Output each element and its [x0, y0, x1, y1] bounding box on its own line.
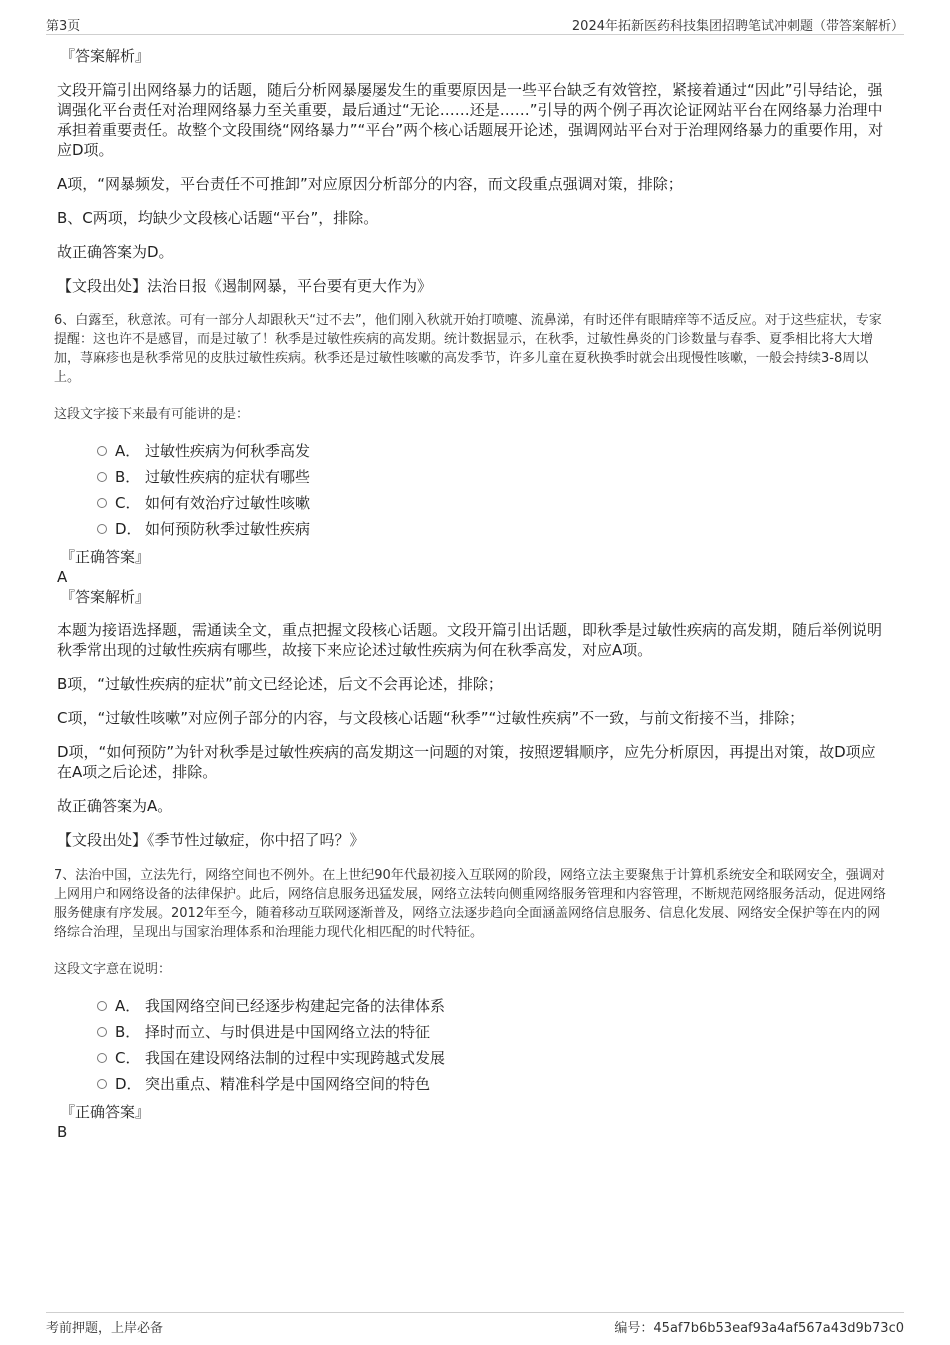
analysis-item-bc: B、C两项，均缺少文段核心话题“平台”，排除。 [57, 209, 379, 227]
radio-icon[interactable] [97, 524, 107, 534]
analysis-label: 『答案解析』 [60, 588, 151, 606]
radio-icon[interactable] [97, 1027, 107, 1037]
option-a[interactable]: A． 我国网络空间已经逐步构建起完备的法律体系 [57, 993, 888, 1019]
question-7-prompt: 这段文字意在说明： [54, 962, 172, 977]
source-citation: 【文段出处】法治日报《遏制网暴，平台要有更大作为》 [57, 277, 433, 295]
analysis-item-b: B项，“过敏性疾病的症状”前文已经论述，后文不会再论述，排除； [57, 675, 503, 693]
page-header [46, 12, 904, 35]
option-d[interactable]: D． 如何预防秋季过敏性疾病 [57, 516, 888, 542]
option-d[interactable]: D． 突出重点、精准科学是中国网络空间的特色 [57, 1071, 888, 1097]
option-c[interactable]: C． 如何有效治疗过敏性咳嗽 [57, 490, 888, 516]
option-b[interactable]: B． 择时而立、与时俱进是中国网络立法的特征 [57, 1019, 888, 1045]
option-c[interactable]: C． 我国在建设网络法制的过程中实现跨越式发展 [57, 1045, 888, 1071]
footer-slogan: 考前押题，上岸必备 [46, 1321, 164, 1336]
page-number: 第3页 [46, 19, 81, 34]
question-6-text: 6、白露至，秋意浓。可有一部分人却跟秋天“过不去”，他们刚入秋就开始打喷嚏、流鼻涕，有时还伴有眼睛痒等不适反应。对于这些症状，专家提醒：这也许不是感冒，而是过敏了！秋季是过敏性疾病的高发期。统计数据显示，在秋季，过敏性鼻炎的门诊数量与春季、夏季相比将大大增加，荨麻疹也是秋季常见的皮肤过敏性疾病。秋季还是过敏性咳嗽的高发季节，许多儿童在夏秋换季时就会出现慢性咳嗽，一般会持续3-8周以上。 [54, 313, 882, 385]
analysis-item-d: D项，“如何预防”为针对秋季是过敏性疾病的高发期这一问题的对策，按照逻辑顺序，应先分析原因，再提出对策，故D项应在A项之后论述，排除。 [57, 743, 876, 781]
analysis-conclusion: 故正确答案为D。 [57, 243, 174, 261]
analysis-conclusion: 故正确答案为A。 [57, 797, 173, 815]
question-6-options [57, 438, 888, 542]
analysis-item-c: C项，“过敏性咳嗽”对应例子部分的内容，与文段核心话题“秋季”“过敏性疾病”不一致，与前文衔接不当，排除； [57, 709, 805, 727]
correct-answer: B [57, 1123, 68, 1141]
radio-icon[interactable] [97, 446, 107, 456]
radio-icon[interactable] [97, 498, 107, 508]
correct-answer: A [57, 568, 68, 586]
option-a[interactable]: A． 过敏性疾病为何秋季高发 [57, 438, 888, 464]
document-serial: 编号：45af7b6b53eaf93a4af567a43d9b73c0 [614, 1321, 904, 1336]
page-footer [46, 1312, 904, 1339]
correct-answer-label: 『正确答案』 [60, 1103, 151, 1121]
option-b[interactable]: B． 过敏性疾病的症状有哪些 [57, 464, 888, 490]
radio-icon[interactable] [97, 472, 107, 482]
question-6-prompt: 这段文字接下来最有可能讲的是： [54, 407, 250, 422]
radio-icon[interactable] [97, 1001, 107, 1011]
analysis-label: 『答案解析』 [60, 47, 151, 65]
source-citation: 【文段出处】《季节性过敏症，你中招了吗？》 [57, 831, 365, 849]
page-content [54, 46, 888, 1141]
question-7-text: 7、法治中国，立法先行，网络空间也不例外。在上世纪90年代最初接入互联网的阶段，网络立法主要聚焦于计算机系统安全和联网安全，强调对上网用户和网络设备的法律保护。此后，网络信息服务迅猛发展，网络立法转向侧重网络服务管理和内容管理，不断规范网络服务活动，促进网络服务健康有序发展。2012年至今，随着移动互联网逐渐普及，网络立法逐步趋向全面涵盖网络信息服务、信息化发展、网络安全保护等在内的网络综合治理，呈现出与国家治理体系和治理能力现代化相匹配的时代特征。 [54, 868, 887, 940]
question-7-options [57, 993, 888, 1097]
correct-answer-label: 『正确答案』 [60, 548, 151, 566]
analysis-text: 文段开篇引出网络暴力的话题，随后分析网暴屡屡发生的重要原因是一些平台缺乏有效管控，紧接着通过“因此”引导结论，强调强化平台责任对治理网络暴力至关重要，最后通过“无论……还是……”引导的两个例子再次论证网站平台在网络暴力治理中承担着重要责任。故整个文段围绕“网络暴力”“平台”两个核心话题展开论述，强调网站平台对于治理网络暴力的重要作用，对应D项。 [57, 81, 884, 159]
analysis-item-a: A项，“网暴频发，平台责任不可推卸”对应原因分析部分的内容，而文段重点强调对策，排除； [57, 175, 683, 193]
analysis-text: 本题为接语选择题，需通读全文，重点把握文段核心话题。文段开篇引出话题，即秋季是过敏性疾病的高发期，随后举例说明秋季常出现的过敏性疾病有哪些，故接下来应论述过敏性疾病为何在秋季高发，对应A项。 [57, 621, 883, 659]
radio-icon[interactable] [97, 1079, 107, 1089]
document-title: 2024年拓新医药科技集团招聘笔试冲刺题（带答案解析） [571, 19, 904, 34]
radio-icon[interactable] [97, 1053, 107, 1063]
